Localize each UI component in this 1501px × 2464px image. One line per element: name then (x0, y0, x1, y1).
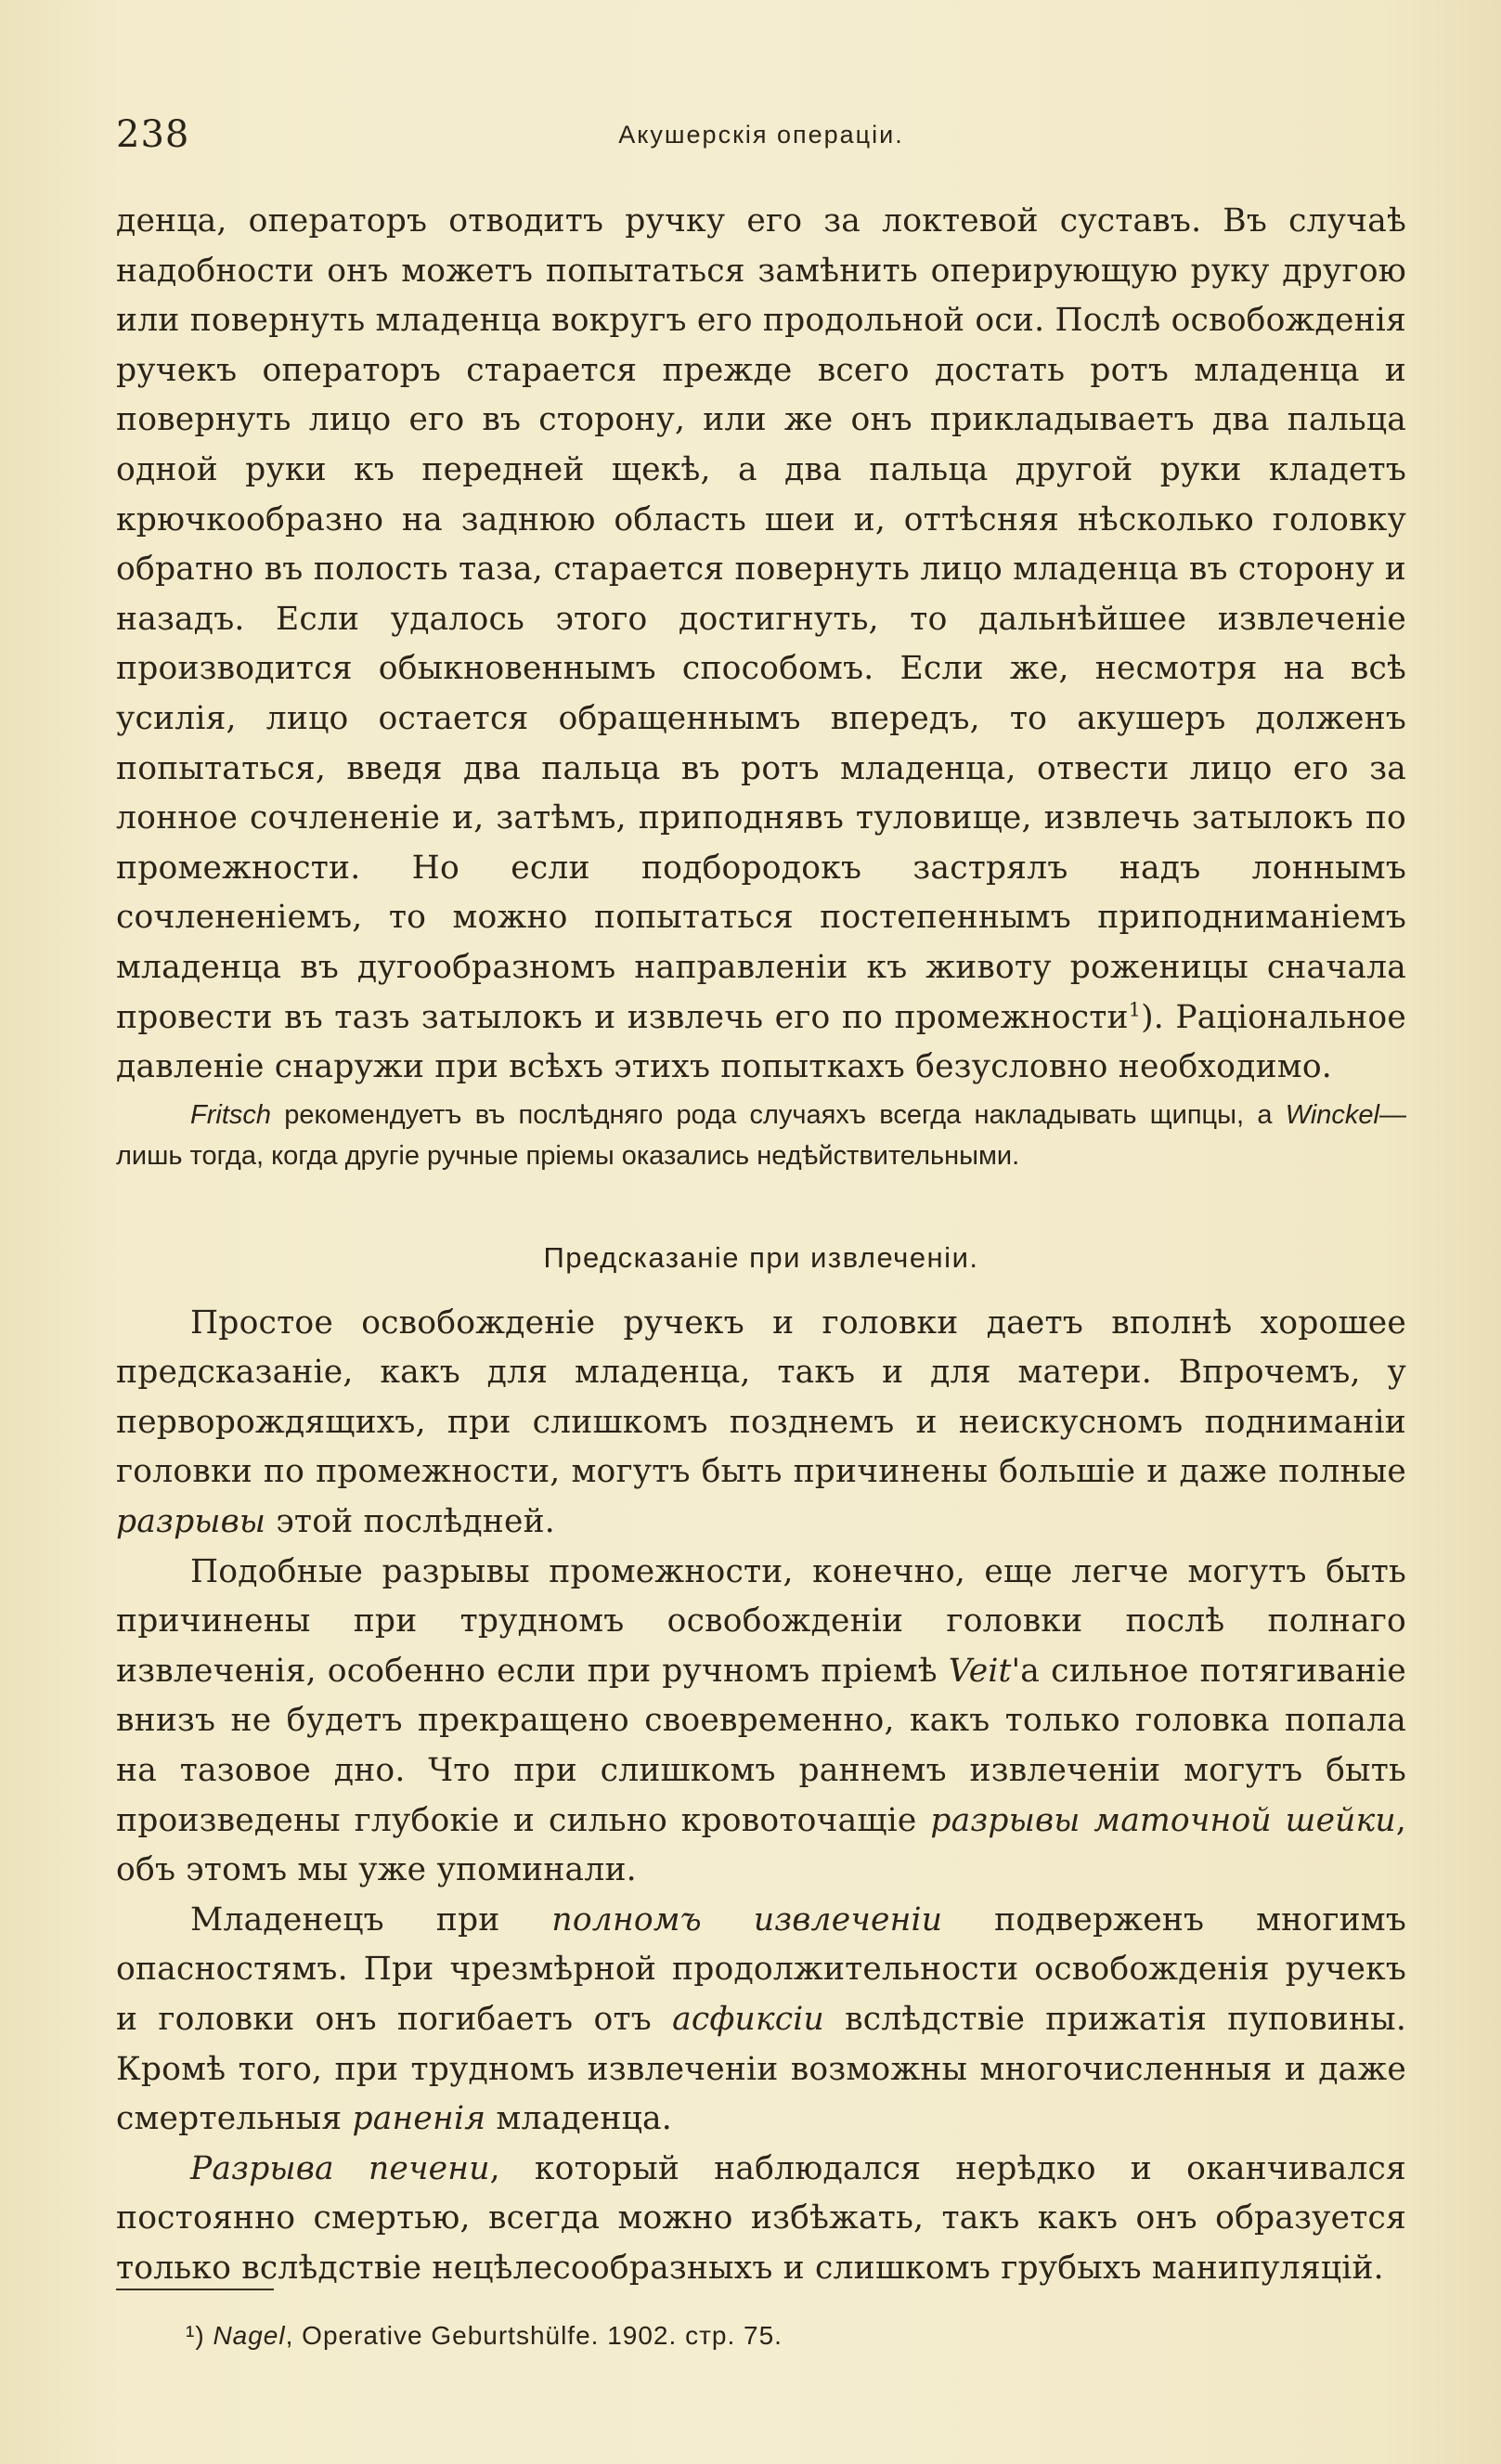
emphasis: Разрыва печени (190, 2149, 490, 2187)
paragraph-text: ). Раціональное давленіе снаружи при всѣхъ этихъ попыткахъ безусловно необходимо. (116, 998, 1406, 1086)
paragraph-text: Подобные разрывы промежности, конечно, еще легче могутъ быть причинены при трудномъ освобожденіи головки послѣ полнаго извлеченія, особенно если при ручномъ пріемѣ (116, 1552, 1406, 1690)
footnote-divider (116, 2289, 274, 2290)
page-body (116, 197, 1406, 2294)
footnote (186, 2321, 1392, 2351)
page-number: 238 (116, 113, 190, 156)
paragraph (116, 1548, 1406, 1896)
note-text: рекомендуетъ въ послѣдняго рода случаяхъ всегда накладывать щипцы, а (271, 1099, 1286, 1130)
page-header (116, 113, 1406, 160)
paragraph-text: , объ этомъ мы уже упоминали. (116, 1801, 1406, 1889)
paragraph-text: , который наблюдался нерѣдко и оканчивался постоянно смертью, всегда можно избѣжать, такъ какъ онъ образуется только вслѣдствіе нецѣлесообразныхъ и слишкомъ грубыхъ манипуляцій. (116, 2149, 1406, 2287)
author-name: Fritsch (190, 1099, 271, 1130)
emphasis: раненія (352, 2100, 486, 2138)
author-name: Nagel (213, 2321, 286, 2350)
emphasis: асфиксіи (672, 2001, 824, 2038)
author-name: Veit (948, 1652, 1012, 1690)
section-heading: Предсказаніе при извлеченіи. (543, 1240, 979, 1274)
paragraph-text: этой послѣдней. (265, 1503, 555, 1541)
paragraph-text: 'а сильное потягиваніе внизъ не будетъ прекращено своевременно, какъ только головка попала на тазовое дно. Что при слишкомъ раннемъ извлеченіи могутъ быть произведены глубокіе и сильно кровоточащіе (116, 1652, 1406, 1839)
section-text (116, 1299, 1406, 2294)
paragraph (116, 197, 1406, 1093)
paragraph (116, 1299, 1406, 1548)
continued-text (116, 197, 1406, 1093)
emphasis: разрывы (116, 1503, 266, 1541)
paragraph (116, 2145, 1406, 2294)
paragraph (116, 1896, 1406, 2145)
paragraph-text: подверженъ многимъ опасностямъ. При чрезмѣрной продолжительности освобожденія ручекъ и головки онъ погибаетъ отъ (116, 1900, 1406, 2038)
paragraph-text: Простое освобожденіе ручекъ и головки даетъ вполнѣ хорошее предсказаніе, какъ для младенца, такъ и для матери. Впрочемъ, у перворождящихъ, при слишкомъ позднемъ и неискусномъ подниманіи головки по промежности, могутъ быть причинены большіе и даже полные (116, 1303, 1406, 1491)
note-text: —лишь тогда, когда другіе ручные пріемы оказались недѣйствительными. (116, 1099, 1406, 1171)
note-paragraph (116, 1095, 1406, 1176)
emphasis: разрывы маточной шейки (930, 1801, 1396, 1839)
paragraph-text: младенца. (485, 2100, 672, 2138)
paragraph-text: денца, операторъ отводитъ ручку его за локтевой суставъ. Въ случаѣ надобности онъ можетъ попытаться замѣнить оперирующую руку другою или повернуть младенца вокругъ его продольной оси. Послѣ освобожденія ручекъ операторъ старается прежде всего достать ротъ младенца и повернуть лицо его въ сторону, или же онъ прикладываетъ два пальца одной руки къ передней щекѣ, а два пальца другой руки кладетъ крючкообразно на заднюю область шеи и, оттѣсняя нѣсколько головку обратно въ полость таза, старается повернуть лицо младенца въ сторону и назадъ. Если удалось этого достигнуть, то дальнѣйшее извлеченіе производится обыкновеннымъ способомъ. Если же, несмотря на всѣ усилія, лицо остается обращеннымъ впередъ, то акушеръ долженъ попытаться, введя два пальца въ ротъ младенца, отвести лицо его за лонное сочлененіе и, затѣмъ, приподнявъ туловище, извлечь затылокъ по промежности. Но если подбородокъ застрялъ надъ лоннымъ сочлененіемъ, то можно попытаться постепеннымъ приподниманіемъ младенца въ дугообразномъ направленіи къ животу роженицы сначала провести въ тазъ затылокъ и извлечь его по промежности (116, 202, 1406, 1036)
running-title: Акушерскія операціи. (618, 121, 904, 149)
footnote-mark: ¹) (186, 2321, 205, 2350)
author-name: Winckel (1285, 1099, 1379, 1130)
paragraph-text: вслѣдствіе прижатія пуповины. Кромѣ того, при трудномъ извлеченіи возможны многочисленныя и даже смертельныя (116, 2001, 1406, 2138)
emphasis: полномъ извлеченіи (551, 1900, 943, 1939)
small-print-note (116, 1095, 1406, 1176)
footnote-reference: 1 (1128, 998, 1142, 1020)
footnote-text: , Operative Geburtshülfe. 1902. стр. 75. (285, 2321, 783, 2350)
paragraph-text: Младенецъ при (190, 1900, 552, 1939)
